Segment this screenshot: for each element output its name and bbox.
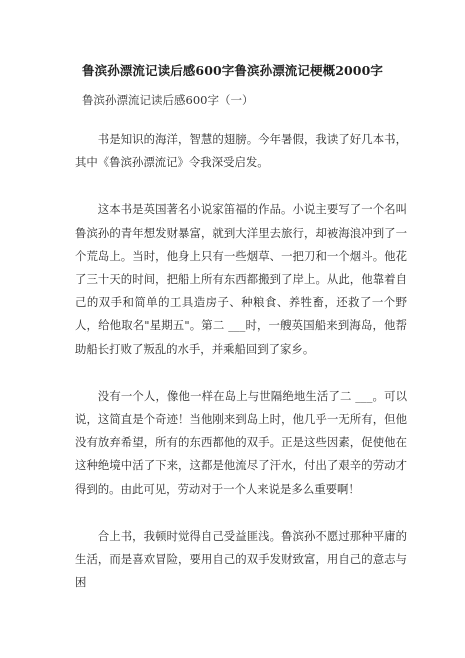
paragraph-1: 书是知识的海洋，智慧的翅膀。今年暑假，我读了好几本书，其中《鲁滨孙漂流记》令我深受启发。 xyxy=(75,132,407,170)
paragraph-2: 这本书是英国著名小说家笛福的作品。小说主要写了一个名叫鲁滨孙的青年想发财暴富，就到大洋里去旅行，却被海浪冲到了一个荒岛上。当时，他身上只有一些烟草、一把刀和一个烟斗。他花了三十天的时间，把船上所有东西都搬到了岸上。从此，他靠着自己的双手和简单的工具造房子、种粮食、养牲畜，还救了一个野人，给他取名"星期五"。第二 ___时，一艘英国船来到海岛，他帮助船长打败了叛乱的水手，并乘船回到了家乡。 xyxy=(75,202,407,356)
document-title: 鲁滨孙漂流记读后感600字鲁滨孙漂流记梗概2000字 xyxy=(82,63,383,78)
paragraph-3: 没有一个人，像他一样在岛上与世隔绝地生活了二 ___。可以说，这简直是个奇迹！当他刚来到岛上时，他几乎一无所有，但他没有放弃希望，所有的东西都他的双手。正是这些因素，促使他在这种绝境中活了下来，这都是他流尽了汗水，付出了艰辛的劳动才得到的。由此可见，劳动对于一个人来说是多么重要啊！ xyxy=(75,388,407,496)
paragraph-4: 合上书，我顿时觉得自己受益匪浅。鲁滨孙不愿过那种平庸的生活，而是喜欢冒险，要用自己的双手发财致富，用自己的意志与困 xyxy=(75,528,407,590)
document-subtitle: 鲁滨孙漂流记读后感600字（一） xyxy=(82,93,254,107)
document-body xyxy=(75,128,407,618)
